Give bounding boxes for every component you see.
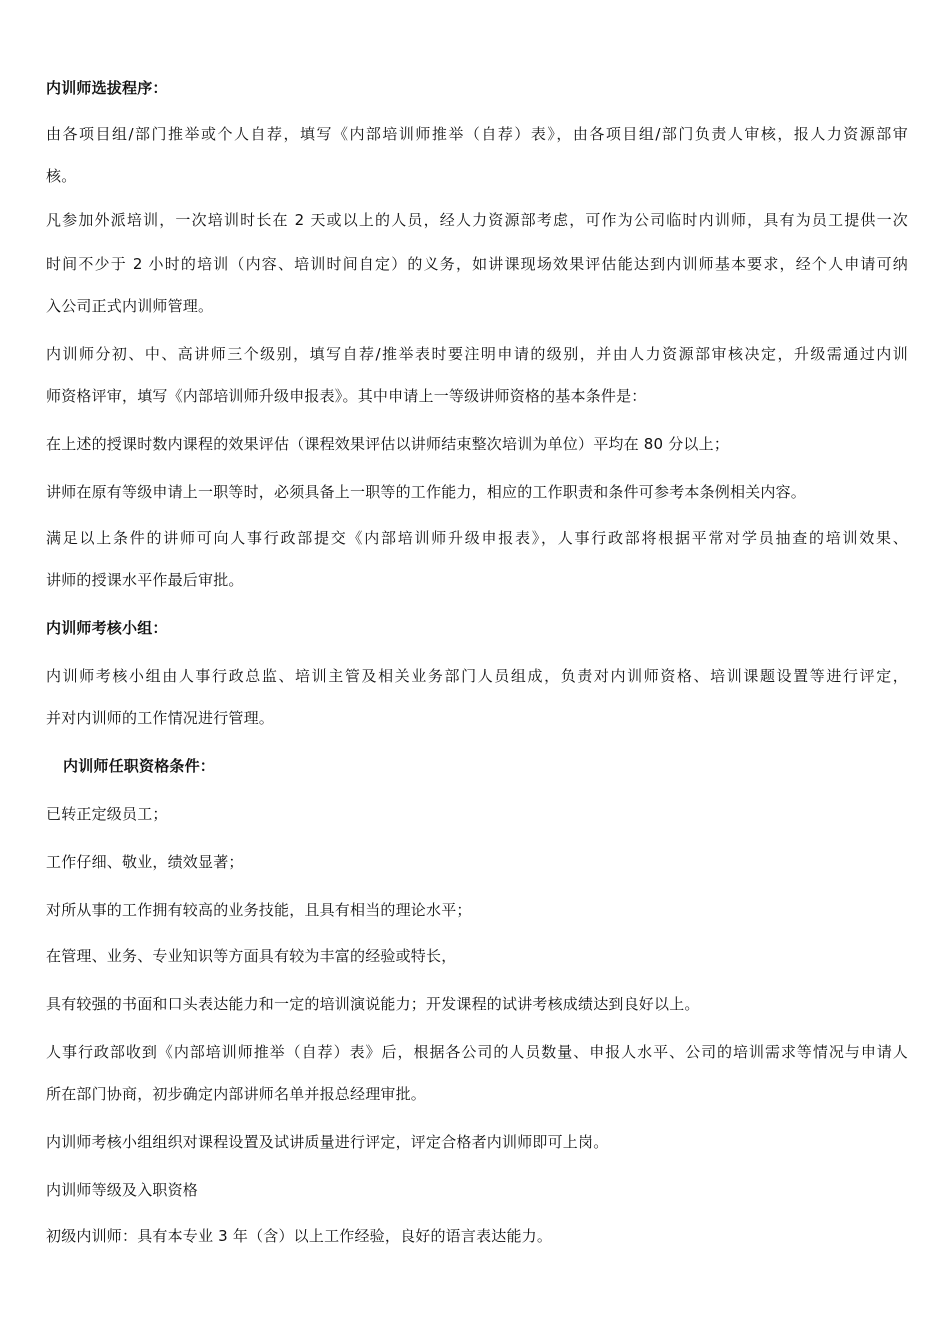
paragraph-line: 入公司正式内训师管理。 [46, 297, 214, 315]
paragraph-line: 时间不少于 2 小时的培训（内容、培训时间自定）的义务，如讲课现场效果评估能达到内训师基本要求，经个人申请可纳 [46, 255, 908, 273]
list-item: 工作仔细、敬业，绩效显著； [46, 853, 244, 871]
list-item: 对所从事的工作拥有较高的业务技能，且具有相当的理论水平； [46, 901, 472, 919]
paragraph-line: 核。 [46, 167, 77, 185]
paragraph-line: 内训师等级及入职资格 [46, 1181, 199, 1199]
paragraph-line: 讲师在原有等级申请上一职等时，必须具备上一职等的工作能力，相应的工作职责和条件可参考本条例相关内容。 [46, 483, 807, 501]
paragraph-line: 内训师分初、中、高讲师三个级别，填写自荐/推举表时要注明申请的级别，并由人力资源部审核决定，升级需通过内训 [46, 345, 908, 363]
list-item: 已转正定级员工； [46, 805, 168, 823]
heading-selection-procedure: 内训师选拔程序： [46, 79, 168, 97]
paragraph-line: 讲师的授课水平作最后审批。 [46, 571, 244, 589]
paragraph-line: 并对内训师的工作情况进行管理。 [46, 709, 275, 727]
paragraph-line: 由各项目组/部门推举或个人自荐，填写《内部培训师推举（自荐）表》，由各项目组/部门负责人审核，报人力资源部审 [46, 125, 908, 143]
paragraph-line: 内训师考核小组由人事行政总监、培训主管及相关业务部门人员组成，负责对内训师资格、培训课题设置等进行评定， [46, 667, 908, 685]
paragraph-line: 初级内训师：具有本专业 3 年（含）以上工作经验，良好的语言表达能力。 [46, 1227, 553, 1245]
list-item: 具有较强的书面和口头表达能力和一定的培训演说能力；开发课程的试讲考核成绩达到良好以上。 [46, 995, 700, 1013]
paragraph-line: 满足以上条件的讲师可向人事行政部提交《内部培训师升级申报表》，人事行政部将根据平常对学员抽查的培训效果、 [46, 529, 908, 547]
paragraph-line: 师资格评审，填写《内部培训师升级申报表》。其中申请上一等级讲师资格的基本条件是： [46, 387, 647, 405]
paragraph-line: 人事行政部收到《内部培训师推举（自荐）表》后，根据各公司的人员数量、申报人水平、公司的培训需求等情况与申请人 [46, 1043, 908, 1061]
paragraph-line: 凡参加外派培训，一次培训时长在 2 天或以上的人员，经人力资源部考虑，可作为公司临时内训师，具有为员工提供一次 [46, 211, 908, 229]
list-item: 在管理、业务、专业知识等方面具有较为丰富的经验或特长， [46, 947, 457, 965]
paragraph-line: 内训师考核小组组织对课程设置及试讲质量进行评定，评定合格者内训师即可上岗。 [46, 1133, 609, 1151]
heading-qualifications: 内训师任职资格条件： [63, 757, 216, 775]
paragraph-line: 在上述的授课时数内课程的效果评估（课程效果评估以讲师结束整次培训为单位）平均在 80 分以上； [46, 435, 730, 453]
paragraph-line: 所在部门协商，初步确定内部讲师名单并报总经理审批。 [46, 1085, 427, 1103]
heading-review-group: 内训师考核小组： [46, 619, 168, 637]
